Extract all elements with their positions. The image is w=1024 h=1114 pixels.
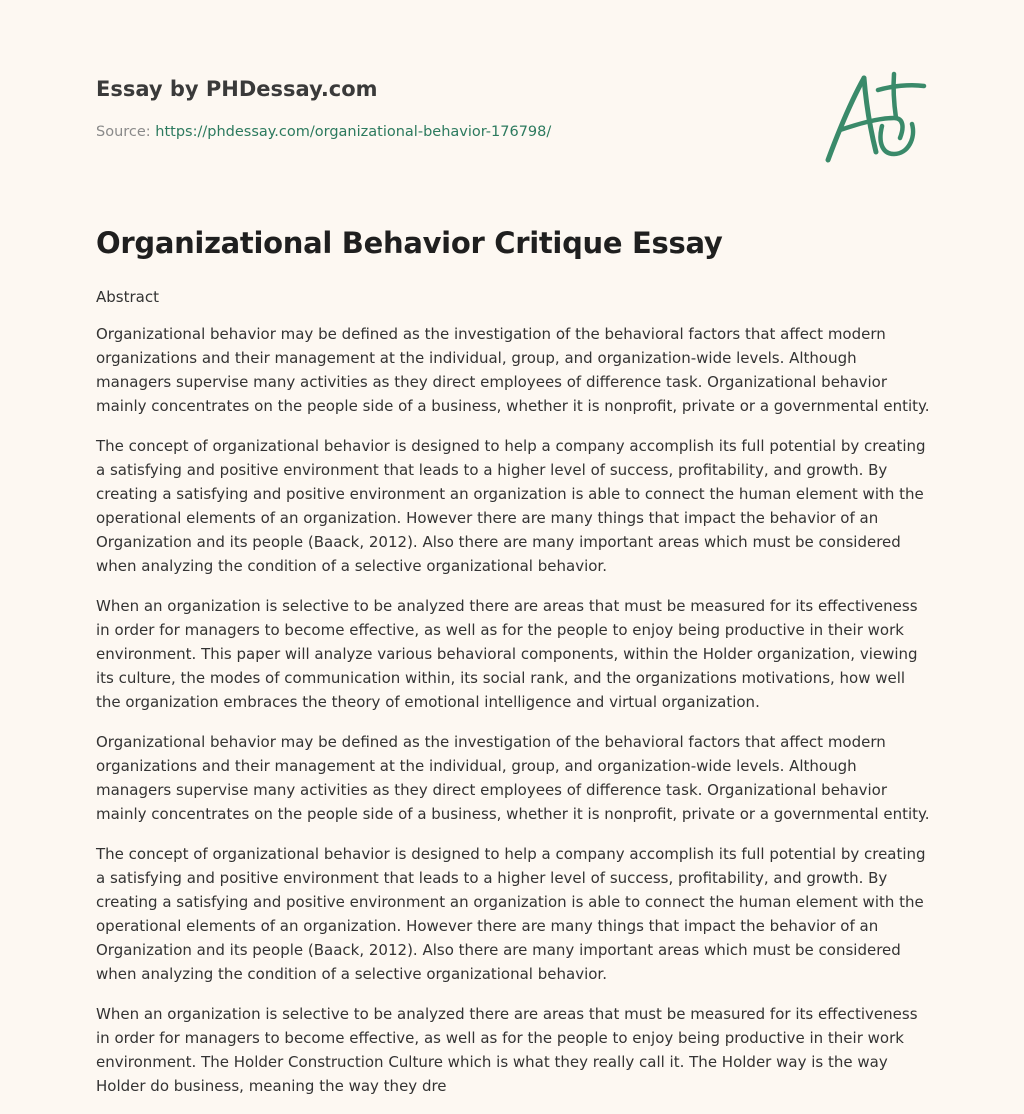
paragraph: The concept of organizational behavior is designed to help a company accomplish its full potential by creating a satisfying and positive environment that leads to a higher level of success, profitability, and growth. By creating a satisfying and positive environment an organization is able to connect the human element with the operational elements of an organization. However there are many things that impact the behavior of an Organization and its people (Baack, 2012). Also there are many important areas which must be considered when analyzing the condition of a selective organizational behavior. — [96, 437, 926, 575]
a-plus-logo-icon — [820, 68, 930, 168]
article-title: Organizational Behavior Critique Essay — [96, 226, 723, 260]
paragraph: The concept of organizational behavior is designed to help a company accomplish its full potential by creating a satisfying and positive environment that leads to a higher level of success, profitability, and growth. By creating a satisfying and positive environment an organization is able to connect the human element with the operational elements of an organization. However there are many things that impact the behavior of an Organization and its people (Baack, 2012). Also there are many important areas which must be considered when analyzing the condition of a selective organizational behavior. — [96, 845, 926, 983]
paragraph: Organizational behavior may be defined as the investigation of the behavioral factors that affect modern organizations and their management at the individual, group, and organization-wide levels. Although managers supervise many activities as they direct employees of difference task. Organizational behavior mainly concentrates on the people side of a business, whether it is nonprofit, private or a governmental entity. — [96, 325, 930, 415]
paragraph: Organizational behavior may be defined as the investigation of the behavioral factors that affect modern organizations and their management at the individual, group, and organization-wide levels. Although managers supervise many activities as they direct employees of difference task. Organizational behavior mainly concentrates on the people side of a business, whether it is nonprofit, private or a governmental entity. — [96, 733, 930, 823]
source-label: Source: — [96, 124, 151, 140]
paragraph: When an organization is selective to be analyzed there are areas that must be measured for its effectiveness in order for managers to become effective, as well as for the people to enjoy being productive in their work environment. This paper will analyze various behavioral components, within the Holder organization, viewing its culture, the modes of communication within, its social rank, and the organizations motivations, how well the organization embraces the theory of emotional intelligence and virtual organization. — [96, 597, 918, 711]
article-body — [96, 286, 930, 1114]
site-brand: Essay by PHDessay.com — [96, 77, 378, 101]
source-line — [96, 124, 551, 140]
source-link[interactable]: https://phdessay.com/organizational-behavior-176798/ — [155, 124, 552, 140]
section-label: Abstract — [96, 288, 159, 306]
paragraph: When an organization is selective to be analyzed there are areas that must be measured for its effectiveness in order for managers to become effective, as well as for the people to enjoy being productive in their work environment. The Holder Construction Culture which is what they really call it. The Holder way is the way Holder do business, meaning the way they dre — [96, 1005, 918, 1095]
